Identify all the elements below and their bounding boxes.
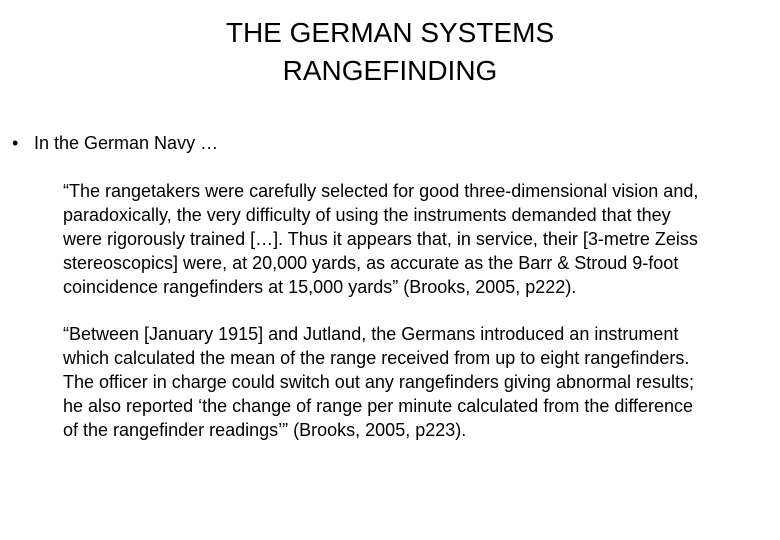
quote-paragraph-2 <box>63 322 773 442</box>
quote-line: he also reported ‘the change of range per minute calculated from the difference <box>63 396 694 416</box>
quote-line: paradoxically, the very difficulty of using the instruments demanded that they <box>63 205 671 225</box>
bullet-icon: • <box>12 133 19 153</box>
bullet-item <box>12 131 218 155</box>
quote-line: coincidence rangefinders at 15,000 yards” (Brooks, 2005, p222). <box>63 277 577 297</box>
quote-line: The officer in charge could switch out any rangefinders giving abnormal results; <box>63 372 695 392</box>
quote-line: “Between [January 1915] and Jutland, the Germans introduced an instrument <box>63 324 679 344</box>
slide-title <box>90 14 690 90</box>
bullet-text: In the German Navy … <box>34 133 219 153</box>
quote-line: of the rangefinder readings’” (Brooks, 2005, p223). <box>63 420 467 440</box>
title-line-2: RANGEFINDING <box>282 55 498 86</box>
quote-line: stereoscopics] were, at 20,000 yards, as accurate as the Barr & Stroud 9-foot <box>63 253 679 273</box>
quote-line: which calculated the mean of the range received from up to eight rangefinders. <box>63 348 690 368</box>
quote-line: were rigorously trained […]. Thus it appears that, in service, their [3-metre Zeiss <box>63 229 698 249</box>
title-line-1: THE GERMAN SYSTEMS <box>225 17 555 48</box>
quote-paragraph-1 <box>63 179 773 299</box>
quote-line: “The rangetakers were carefully selected for good three-dimensional vision and, <box>63 181 699 201</box>
